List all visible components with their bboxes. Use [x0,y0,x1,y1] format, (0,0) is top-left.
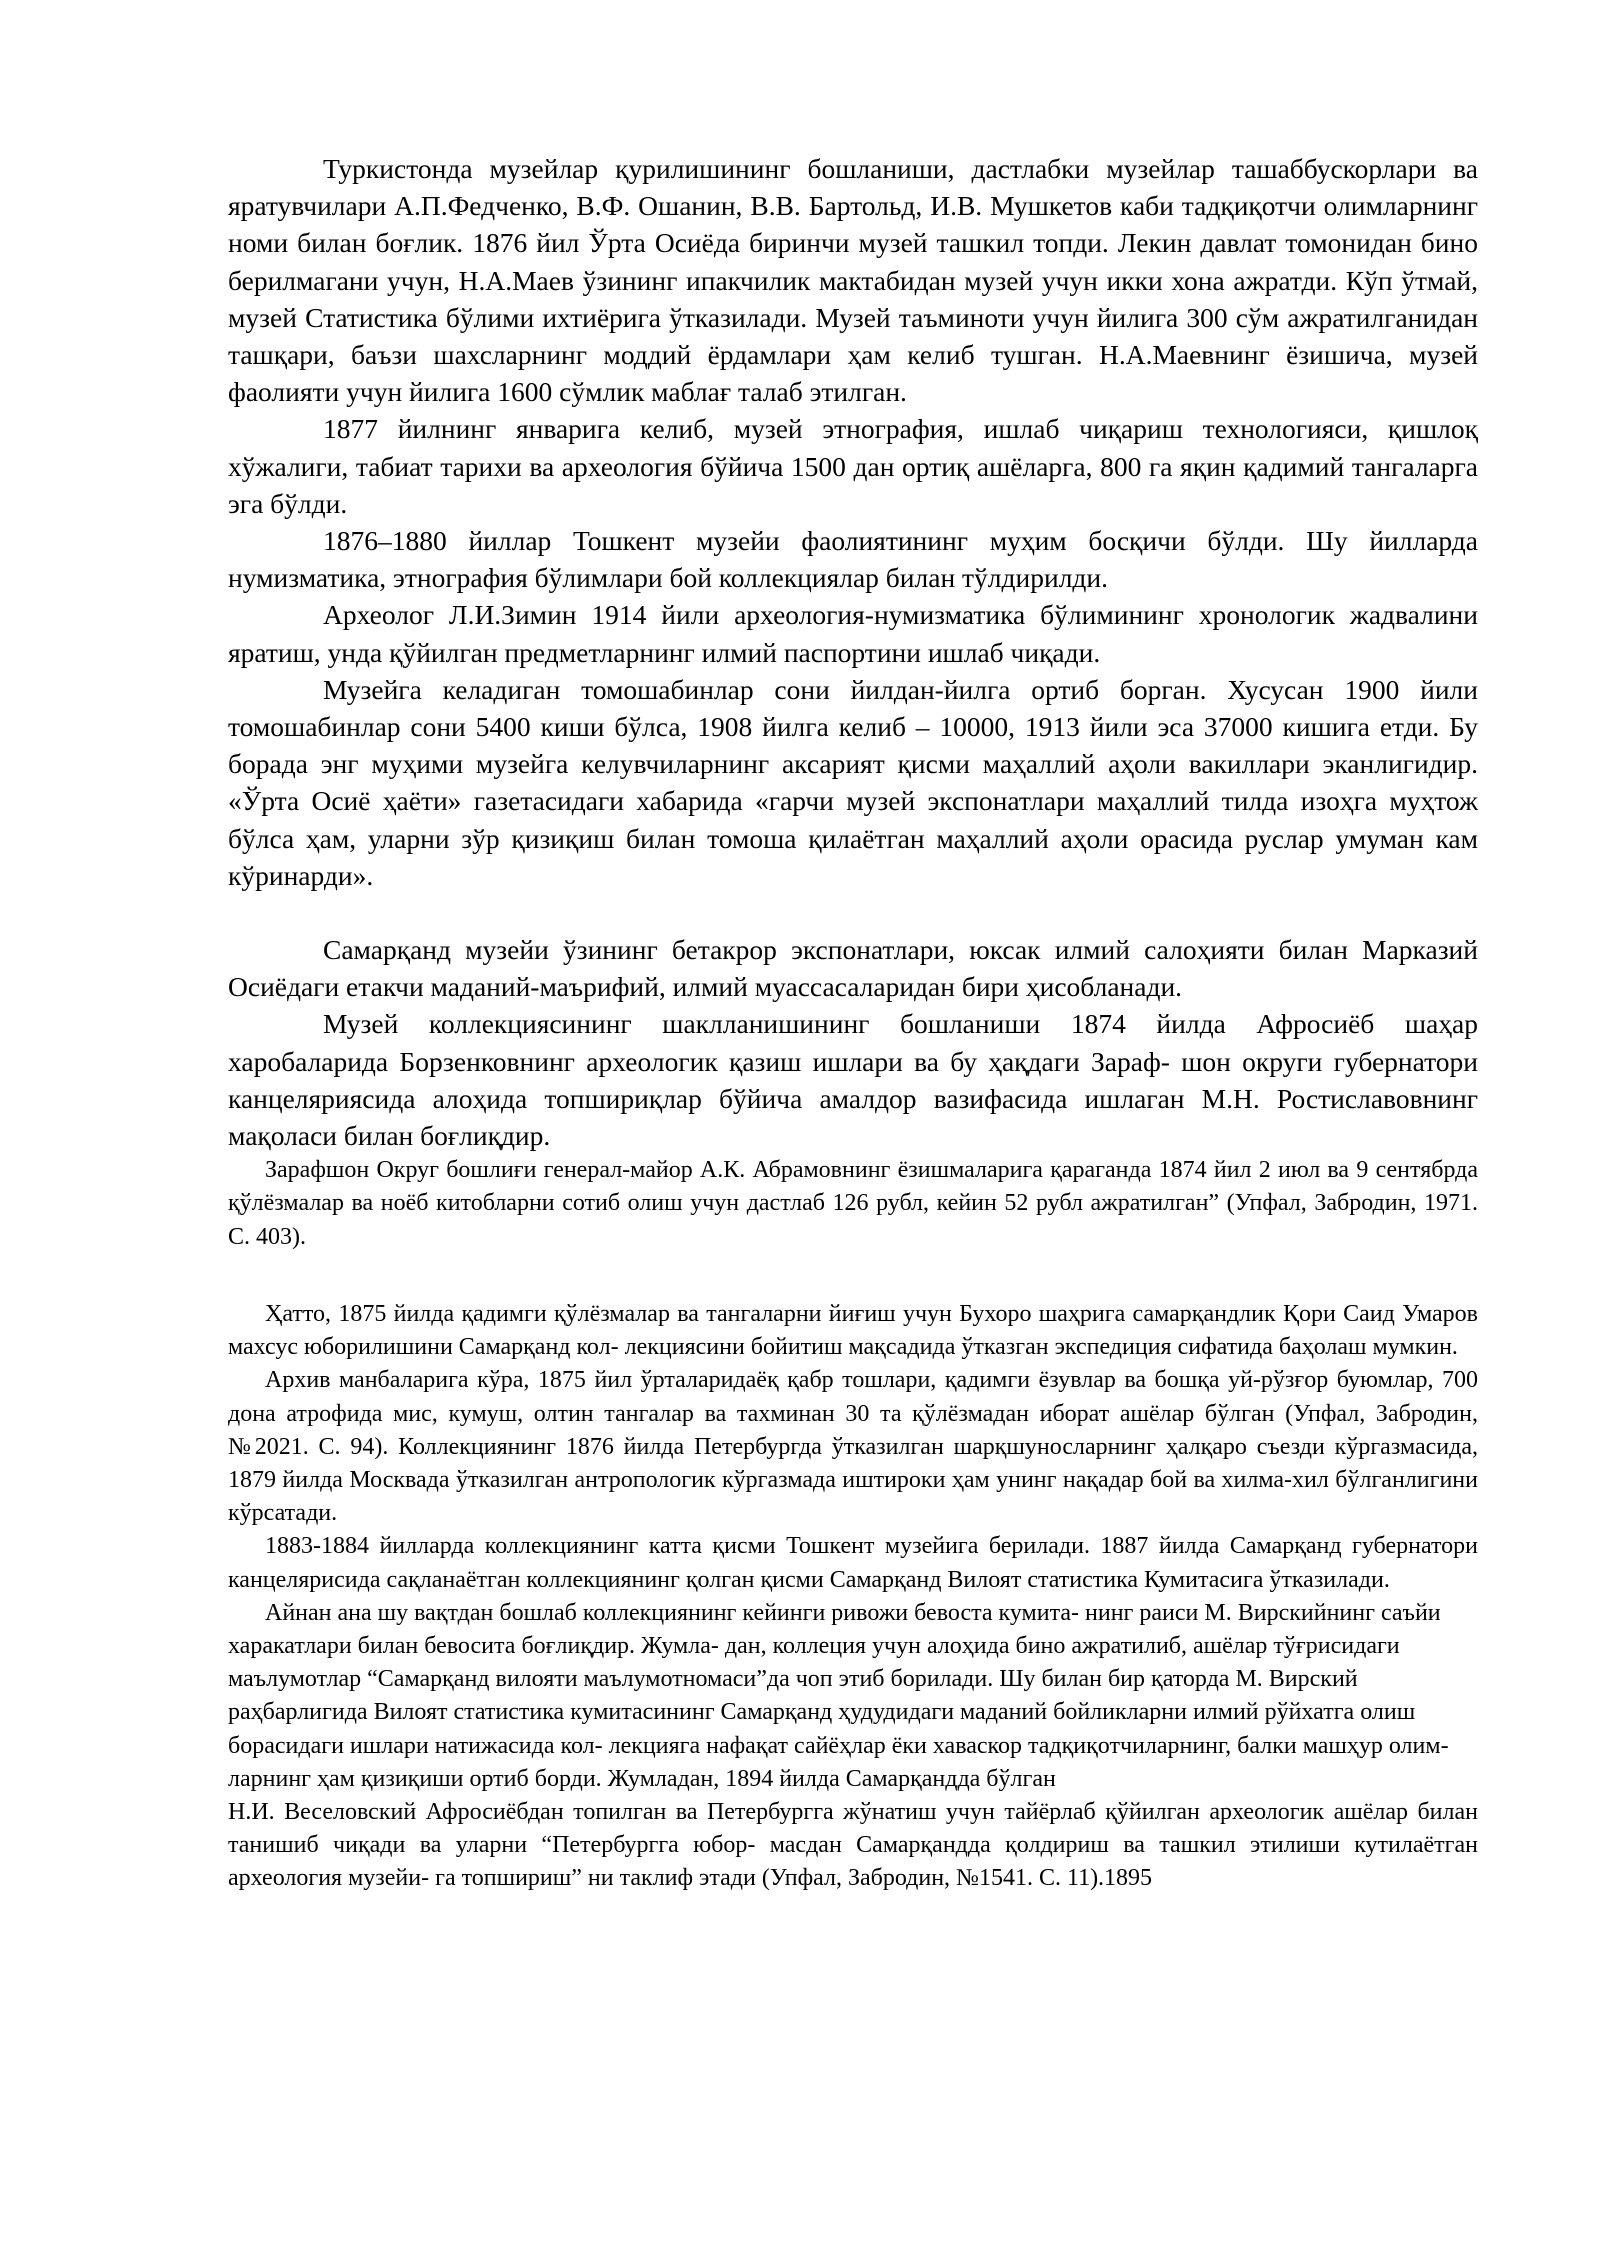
closing-paragraph: Н.И. Веселовский Афросиёбдан топилган ва Петербурггa жўнатиш учун тайёрлаб қўйилган археологик ашёлар билан танишиб чиқади ва уларни “Петербурггa юбор- масдан Самарқандда қолдириш ва ташкил этилиши кутилаётган археология музейи- га топшириш” ни таклиф этади (Упфал, Забродин, №1541. С. 11).1895 [228,1798,1478,1892]
paragraph: 1877 йилнинг январига келиб, музей этнография, ишлаб чиқариш технологияси, қишлоқ хўжалиги, табиат тарихи ва археология бўйича 1500 дан ортиқ ашёларга, 800 га яқин қадимий тангаларга эга бўлди. [228,413,1478,519]
paragraph: Архив манбаларига кўра, 1875 йил ўрталаридаёқ қабр тошлари, қадимги ёзувлар ва бошқа уй-рўзғор буюмлар, 700 дона атрофида мис, кумуш, олтин тангалар ва тахминан 30 та қўлёзмадан иборат ашёлар бўлган (Упфал, Забродин, №2021. С. 94). Коллекциянинг 1876 йилда Петербургда ўтказилган шарқшуносларнинг ҳалқаро съезди кўргазмасида, 1879 йилда Москвада ўтказилган антропологик кўргазмада иштироки ҳам унинг нақадар бой ва хилма-хил бўлганлигини кўрсатади. [228,1367,1478,1527]
paragraph: Айнан ана шу вақтдан бошлаб коллекциянинг кейинги ривожи бевоста кумита- нинг раиси М. Вирскийнинг саъйи харакатлари билан бевосита боғлиқдир. Жумла- дан, коллеция учун алоҳида бино ажратилиб, ашёлар тўғрисидаги маълумотлар “Самарқанд вилояти маълумотномаси”да чоп этиб борилади. Шу билан бир қаторда М. Вирский раҳбарлигида Вилоят статистика кумитасининг Самарқанд ҳудудидаги маданий бойликларни илмий рўйхатга олиш борасидаги ишлари натижасида кол- лекцияга нафақат сайёҳлар ёки хаваскор тадқиқотчиларнинг, балки машҳур олим- ларнинг ҳам қизиқиши ортиб борди. Жумладан, 1894 йилда Самарқандда бўлган [228,1599,1449,1792]
section-tashkent-museum [228,150,1478,894]
paragraph: Туркистонда музейлар қурилишининг бошланиши, дастлабки музейлар ташаббускорлари ва яратувчилари А.П.Федченко, В.Ф. Ошанин, В.В. Бартольд, И.В. Мушкетов каби тадқиқотчи олимларнинг номи билан боғлик. 1876 йил Ўрта Осиёда биринчи музей ташкил топди. Лекин давлат томонидан бино берилмагани учун, Н.А.Маев ўзининг ипакчилик мактабидан музей учун икки хона ажратди. Кўп ўтмай, музей Статистика бўлими ихтиёрига ўтказилади. Музей таъминоти учун йилига 300 сўм ажратилганидан ташқари, баъзи шахсларнинг моддий ёрдамлари ҳам келиб тушган. Н.А.Маевнинг ёзишича, музей фаолияти учун йилига 1600 сўмлик маблағ талаб этилган. [228,153,1478,408]
section-spacer [228,894,1478,931]
quote-paragraph: Зарафшон Округ бошлиғи генерал-майор А.К. Абрамовнинг ёзишмаларига қараганда 1874 йил 2 июл ва 9 сентябрда қўлёзмалар ва ноёб китобларни сотиб олиш учун дастлаб 126 рубл, кейин 52 рубл ажратилган” (Упфал, Забродин, 1971. С. 403). [228,1157,1478,1250]
paragraph: Самарқанд музейи ўзининг бетакрор экспонатлари, юксак илмий салоҳияти билан Марказий Осиёдаги етакчи маданий-маърифий, илмий муассасаларидан бири ҳисобланади. [228,934,1478,1003]
paragraph: Музей коллекциясининг шаклланишининг бошланиши 1874 йилда Афросиёб шаҳар харобаларида Борзенковнинг археологик қазиш ишлари ва бу ҳақдаги Зараф- шон округи губернатори канцеляриясида алоҳида топшириқлар бўйича амалдор вазифасида ишлаган М.Н. Ростиславовнинг мақоласи билан боғлиқдир. [228,1008,1478,1152]
paragraph: 1876–1880 йиллар Тошкент музейи фаолиятининг муҳим босқичи бўлди. Шу йилларда нумизматика, этнография бўлимлари бой коллекциялар билан тўлдирилди. [228,525,1478,594]
paragraph: 1883-1884 йилларда коллекциянинг катта қисми Тошкент музейига берилади. 1887 йилда Самарқанд губернатори канцелярисида сақланаётган коллекциянинг қолган қисми Самарқанд Вилоят статистика Кумитасига ўтказилади. [228,1533,1478,1593]
document-page [228,150,1478,1896]
paragraph: Музейга келадиган томошабинлар сони йилдан-йилга ортиб борган. Хусусан 1900 йили томошабинлар сони 5400 киши бўлса, 1908 йилга келиб – 10000, 1913 йили эса 37000 кишига етди. Бу борада энг муҳими музейга келувчиларнинг аксарият қисми маҳаллий аҳоли вакиллари эканлигидир. «Ўрта Осиё ҳаёти» газетасидаги хабарида «гарчи музей экспонатлари маҳаллий тилда изоҳга муҳтож бўлса ҳам, уларни зўр қизиқиш билан томоша қилаётган маҳаллий аҳоли орасида руслар умуман кам кўринарди». [228,673,1478,891]
section-samarkand-museum [228,931,1478,1154]
section-collection-history [228,1298,1478,1896]
quote-block [228,1154,1478,1254]
paragraph: Ҳатто, 1875 йилда қадимги қўлёзмалар ва тангаларни йиғиш учун Бухоро шаҳрига самарқандлик Қори Саид Умаров махсус юборилишини Самарқанд кол- лекциясини бойитиш мақсадида ўтказган экспедиция сифатида баҳолаш мумкин. [228,1300,1478,1361]
paragraph: Археолог Л.И.Зимин 1914 йили археология-нумизматика бўлимининг хронологик жадвалини яратиш, унда қўйилган предметларнинг илмий паспортини ишлаб чиқади. [228,599,1478,668]
section-spacer [228,1254,1478,1298]
